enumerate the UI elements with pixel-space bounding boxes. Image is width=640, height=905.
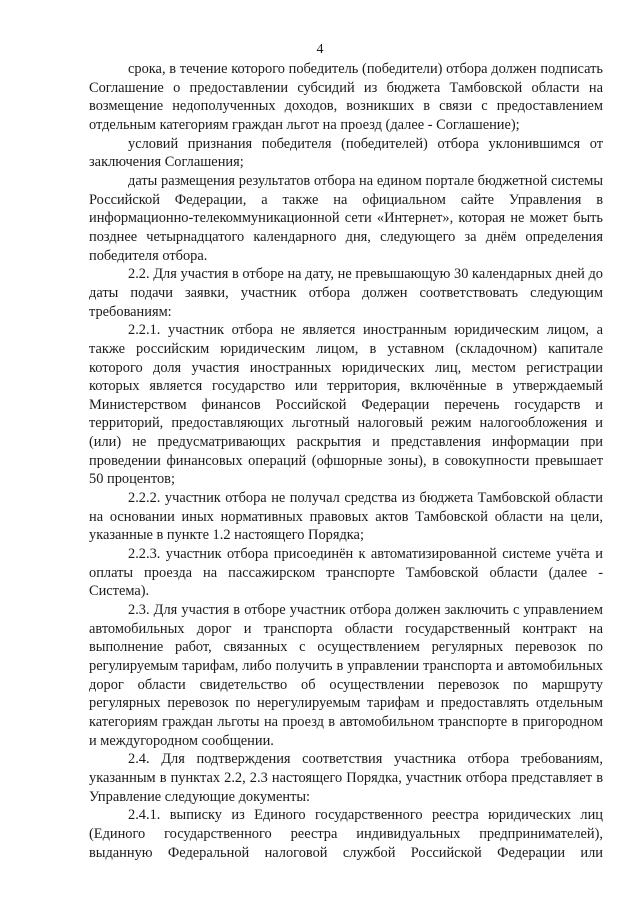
paragraph-results-publication-date: даты размещения результатов отбора на едином портале бюджетной системы Российской Федерации, а также на официальном сайте Управления в информационно-телекоммуникационной сети «Интернет», которая не может быть позднее четырнадцатого календарного дня, следующего за днём определения победителя отбора. xyxy=(89,172,603,264)
paragraph-2-2-3: 2.2.3. участник отбора присоединён к автоматизированной системе учёта и оплаты проезда на пассажирском транспорте Тамбовской области (далее - Система). xyxy=(89,546,603,600)
document-body xyxy=(89,60,603,862)
paragraph-2-2-1: 2.2.1. участник отбора не является иностранным юридическим лицом, а также российским юридическим лицом, в уставном (складочном) капитале которого доля участия иностранных юридических лиц, местом регистрации которых является государство или территория, включённые в утверждаемый Министерством финансов Российской Федерации перечень государств и территорий, предоставляющих льготный налоговый режим налогообложения и (или) не предусматривающих раскрытия и представления информации при проведении финансовых операций (офшорные зоны), в совокупности превышает 50 процентов; xyxy=(89,322,603,488)
paragraph-deadline-signing: срока, в течение которого победитель (победители) отбора должен подписать Соглашение о предоставлении субсидий из бюджета Тамбовской области на возмещение недополученных доходов, возникших в связи с предоставлением отдельным категориям граждан льгот на проезд (далее - Соглашение); xyxy=(89,61,603,133)
paragraph-2-4: 2.4. Для подтверждения соответствия участника отбора требованиям, указанным в пунктах 2.2, 2.3 настоящего Порядка, участник отбора представляет в Управление следующие документы: xyxy=(89,751,603,805)
paragraph-2-2: 2.2. Для участия в отборе на дату, не превышающую 30 календарных дней до даты подачи заявки, участник отбора должен соответствовать следующим требованиям: xyxy=(89,266,603,320)
paragraph-2-3: 2.3. Для участия в отборе участник отбора должен заключить с управлением автомобильных дорог и транспорта области государственный контракт на выполнение работ, связанных с осуществлением регулярных перевозок по регулируемым тарифам, либо получить в управлении транспорта и автомобильных дорог области свидетельство об осуществлении перевозок по маршруту регулярных перевозок по нерегулируемым тарифам и предоставлять отдельным категориям граждан льготы на проезд в автомобильном транспорте в пригородном и междугородном сообщении. xyxy=(89,602,603,749)
page-number: 4 xyxy=(316,42,324,57)
paragraph-evasion-conditions: условий признания победителя (победителей) отбора уклонившимся от заключения Соглашения; xyxy=(89,135,603,171)
paragraph-2-4-1: 2.4.1. выписку из Единого государственного реестра юридических лиц (Единого государственного реестра индивидуальных предпринимателей), выданную Федеральной налоговой службой Российской Федерации или xyxy=(89,807,603,861)
paragraph-2-2-2: 2.2.2. участник отбора не получал средства из бюджета Тамбовской области на основании иных нормативных правовых актов Тамбовской области на цели, указанные в пункте 1.2 настоящего Порядка; xyxy=(89,490,603,544)
